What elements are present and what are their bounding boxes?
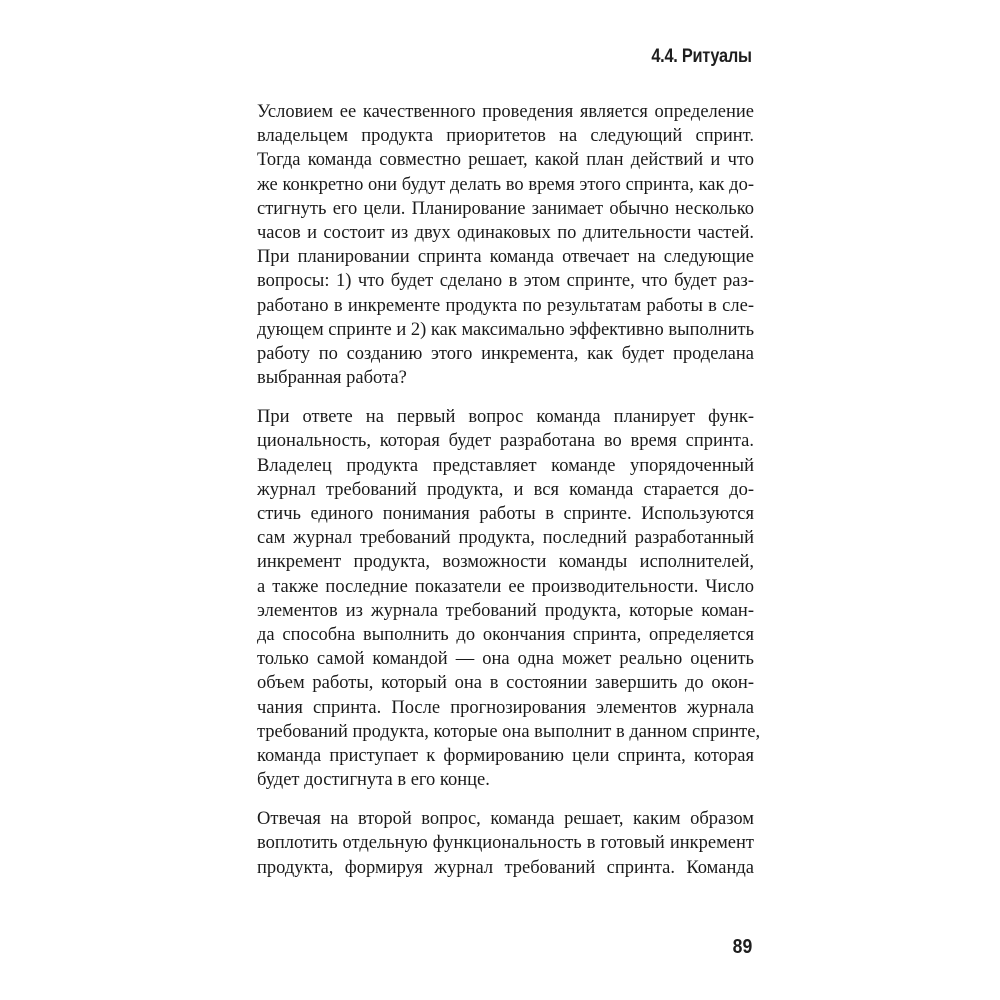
text-line: воплотить отдельную функциональность в готовый инкремент: [257, 833, 754, 854]
text-line: же конкретно они будут делать во время этого спринта, как до-: [257, 174, 754, 195]
text-line: дующем спринте и 2) как максимально эффективно выполнить: [257, 319, 755, 340]
text-line: требований продукта, которые она выполнит в данном спринте,: [257, 721, 761, 742]
text-line: журнал требований продукта, и вся команда старается до-: [257, 479, 754, 500]
text-line: инкремент продукта, возможности команды исполнителей,: [257, 552, 754, 573]
text-line: работу по созданию этого инкремента, как будет проделана: [257, 343, 754, 364]
text-line: а также последние показатели ее производительности. Число: [257, 576, 754, 597]
text-line: да способна выполнить до окончания спринта, определяется: [257, 624, 754, 645]
paragraph: [257, 405, 761, 792]
text-line: часов и состоит из двух одинаковых по длительности частей.: [257, 222, 754, 243]
text-line: чания спринта. После прогнозирования элементов журнала: [257, 697, 754, 718]
text-line: При планировании спринта команда отвечает на следующие: [257, 247, 754, 268]
text-line: вопросы: 1) что будет сделано в этом спринте, что будет раз-: [257, 271, 754, 292]
text-line: стигнуть его цели. Планирование занимает обычно несколько: [257, 198, 754, 219]
text-line: команда приступает к формированию цели спринта, которая: [257, 745, 754, 766]
text-line: продукта, формируя журнал требований спринта. Команда: [257, 857, 754, 878]
text-line: стичь единого понимания работы в спринте. Используются: [257, 504, 754, 524]
text-line: Условием ее качественного проведения является определение: [257, 102, 754, 122]
text-line: объем работы, который она в состоянии завершить до окон-: [257, 673, 754, 694]
text-line: Владелец продукта представляет команде упорядоченный: [257, 455, 754, 476]
text-line: При ответе на первый вопрос команда планирует функ-: [257, 407, 754, 428]
paragraph: [257, 100, 754, 390]
page-number: 89: [732, 936, 752, 958]
running-header: 4.4. Ритуалы: [651, 46, 752, 67]
text-line: будет достигнута в его конце.: [257, 770, 490, 791]
text-line: владельцем продукта приоритетов на следующий спринт.: [257, 126, 754, 147]
body-text: [257, 100, 761, 895]
text-line: работано в инкременте продукта по результатам работы в сле-: [257, 295, 754, 316]
text-line: выбранная работа?: [257, 368, 407, 389]
paragraph: [257, 807, 754, 880]
text-line: сам журнал требований продукта, последний разработанный: [257, 528, 754, 549]
text-line: Отвечая на второй вопрос, команда решает, каким образом: [257, 809, 754, 830]
text-line: только самой командой — она одна может реально оценить: [257, 649, 754, 670]
text-line: элементов из журнала требований продукта, которые коман-: [257, 600, 754, 621]
text-line: Тогда команда совместно решает, какой план действий и что: [257, 150, 754, 171]
text-line: циональность, которая будет разработана во время спринта.: [257, 431, 754, 452]
